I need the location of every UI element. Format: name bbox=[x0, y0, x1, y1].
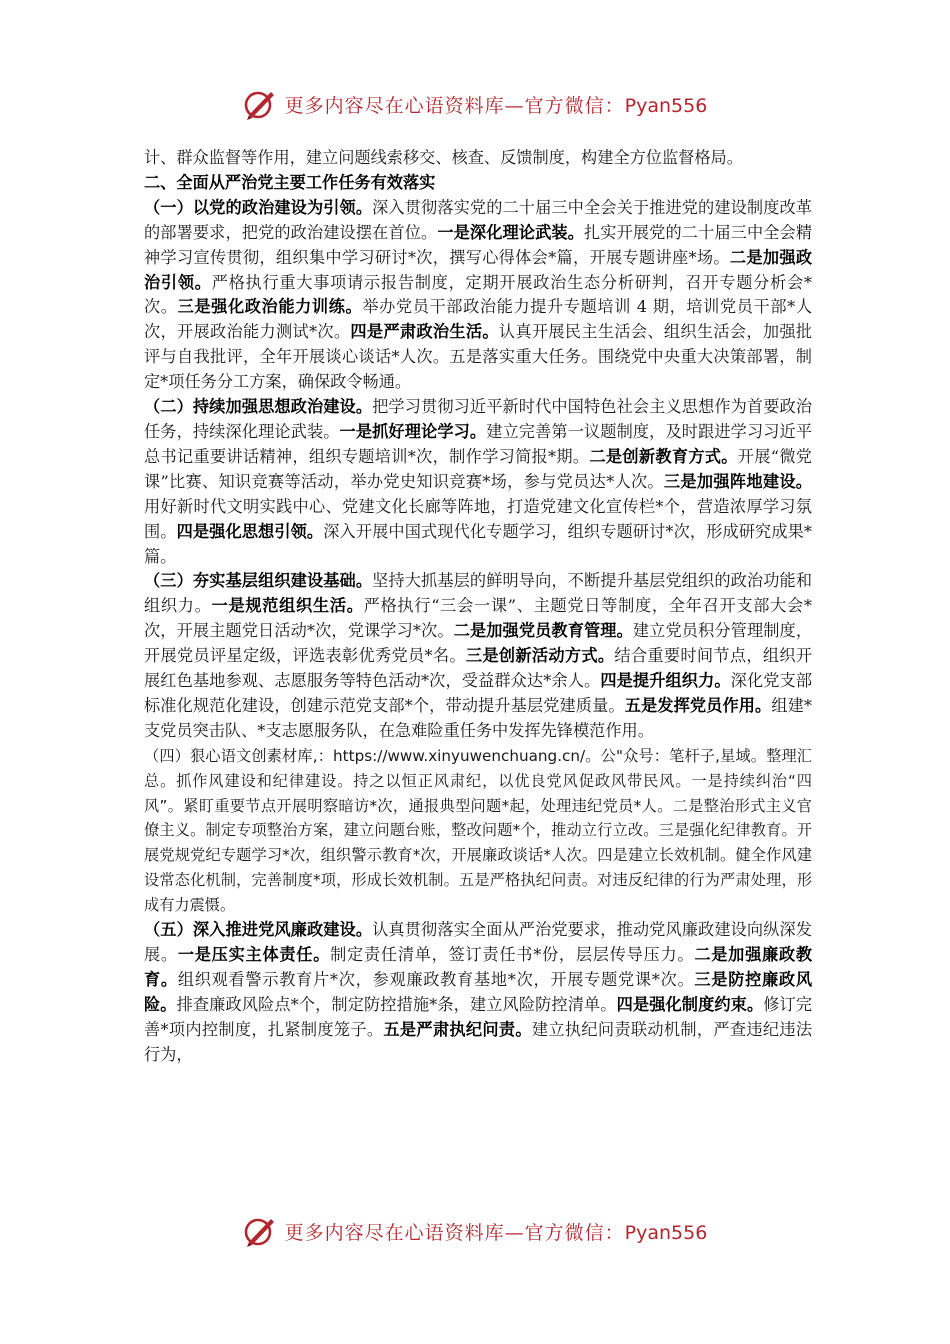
text-run: 扎实开展党的二十届三中全会精神学习宣传贯彻，组织集中学习研讨*次，撰写心得体会*篇，开展专题讲座*场。 bbox=[144, 222, 813, 267]
bold-run: 四是严肃政治生活。 bbox=[350, 322, 499, 342]
paragraph bbox=[144, 196, 812, 395]
banner-text: 更多内容尽在心语资料库—官方微信：Pyan556 bbox=[284, 94, 708, 117]
paragraph bbox=[144, 146, 812, 171]
text-run: 认真开展民主生活会、组织生活会，加强批评与自我批评，全年开展谈心谈话*人次。五是落实重大任务。围绕党中央重大决策部署，制定*项任务分工方案，确保政令畅通。 bbox=[144, 322, 813, 392]
document-body bbox=[144, 146, 812, 1068]
bold-run: （一）以党的政治建设为引领。 bbox=[144, 197, 373, 217]
text-run: 计、群众监督等作用，建立问题线索移交、核查、反馈制度，构建全方位监督格局。 bbox=[144, 148, 743, 167]
watermark-banner-bottom bbox=[0, 1211, 950, 1251]
bold-run: （三）夯实基层组织建设基础。 bbox=[144, 571, 373, 591]
text-run: 深入开展中国式现代化专题学习，组织专题研讨*次，形成研究成果*篇。 bbox=[144, 521, 813, 566]
text-run: 深入贯彻落实党的二十届三中全会关于推进党的建设制度改革的部署要求，把党的政治建设摆在首位。 bbox=[144, 197, 813, 242]
bold-run: 四是强化思想引领。 bbox=[176, 521, 324, 541]
watermark-banner-top bbox=[0, 84, 950, 124]
text-run: 排查廉政风险点*个，制定防控措施*条，建立风险防控清单。 bbox=[176, 994, 617, 1014]
text-run: 组建*支党员突击队、*支志愿服务队，在急难险重任务中发挥先锋模范作用。 bbox=[144, 695, 813, 740]
banner-text: 更多内容尽在心语资料库—官方微信：Pyan556 bbox=[284, 1221, 708, 1244]
text-run: 严格执行“三会一课”、主题党日等制度，全年召开支部大会*次，开展主题党日活动*次，党课学习*次。 bbox=[144, 596, 813, 641]
text-run: 开展“微党课”比赛、知识竞赛等活动，举办党史知识竞赛*场，参与党员达*人次。 bbox=[144, 446, 812, 491]
paragraph bbox=[144, 918, 812, 1067]
bold-run: （二）持续加强思想政治建设。 bbox=[144, 397, 373, 417]
pen-logo-icon bbox=[243, 87, 277, 121]
text-run: 举办党员干部政治能力提升专题培训 4 期，培训党员干部*人次，开展政治能力测试*次。 bbox=[144, 297, 813, 342]
text-run: 结合重要时间节点，组织开展红色基地参观、志愿服务等特色活动*次，受益群众达*余人。 bbox=[144, 646, 813, 691]
text-run: 用好新时代文明实践中心、党建文化长廊等阵地，打造党建文化宣传栏*个，营造浓厚学习氛围。 bbox=[144, 496, 812, 541]
bold-run: 二是加强廉政教育。 bbox=[144, 945, 813, 989]
bold-run: （五）深入推进党风廉政建设。 bbox=[144, 920, 373, 940]
text-run: 制定责任清单，签订责任书*份，层层传导压力。 bbox=[330, 945, 695, 964]
paragraph bbox=[144, 744, 812, 918]
bold-run: 三是防控廉政风险。 bbox=[144, 969, 813, 1014]
text-run: （四）狠心语文创素材库,：https://www.xinyuwenchuang.cn/。公"众号：笔杆子,星域。整理汇总。抓作风建设和纪律建设。持之以恒正风肃纪，以优良党风促政风带民风。一是持续纠治“四风”。紧盯重要节点开展明察暗访*次，通报典型问题*起，处理违纪党员*人。二是整治形式主义官僚主义。制定专项整治方案，建立问题台账，整改问题*个，推动立行立改。三是强化纪律教育。开展党规党纪专题学习*次，组织警示教育*次，开展廉政谈话*人次。四是建立长效机制。健全作风建设常态化机制，完善制度*项，形成长效机制。五是严格执纪问责。对违反纪律的行为严肃处理，形成有力震慑。 bbox=[144, 746, 812, 915]
text-run: 把学习贯彻习近平新时代中国特色社会主义思想作为首要政治任务，持续深化理论武装。 bbox=[144, 397, 813, 441]
bold-run: 二、全面从严治党主要工作任务有效落实 bbox=[144, 172, 436, 192]
text-run: 深化党支部标准化规范化建设，创建示范党支部*个，带动提升基层党建质量。 bbox=[144, 671, 813, 715]
bold-run: 一是深化理论武装。 bbox=[437, 222, 584, 242]
bold-run: 一是抓好理论学习。 bbox=[339, 421, 487, 441]
bold-run: 三是加强阵地建设。 bbox=[663, 471, 812, 491]
bold-run: 一是规范组织生活。 bbox=[211, 596, 364, 616]
bold-run: 二是加强党员教育管理。 bbox=[453, 621, 633, 641]
text-run: 认真贯彻落实全面从严治党要求，推动党风廉政建设向纵深发展。 bbox=[144, 920, 813, 964]
bold-run: 三是创新活动方式。 bbox=[465, 646, 615, 666]
wechat-id: Pyan556 bbox=[624, 94, 708, 117]
bold-run: 五是发挥党员作用。 bbox=[624, 695, 772, 715]
wechat-id: Pyan556 bbox=[624, 1221, 708, 1244]
paragraph bbox=[144, 171, 812, 196]
pen-logo-icon bbox=[243, 1214, 277, 1248]
bold-run: 四是强化制度约束。 bbox=[616, 994, 764, 1014]
text-run: 建立党员积分管理制度，开展党员评星定级，评选表彰优秀党员*名。 bbox=[144, 621, 813, 666]
bold-run: 一是压实主体责任。 bbox=[177, 945, 331, 964]
text-run: 建立完善第一议题制度，及时跟进学习习近平总书记重要讲话精神，组织专题培训*次，制作学习简报*期。 bbox=[144, 421, 813, 466]
bold-run: 五是严肃执纪问责。 bbox=[383, 1019, 532, 1039]
paragraph bbox=[144, 395, 812, 569]
bold-run: 二是加强政治引领。 bbox=[144, 247, 813, 292]
bold-run: 三是强化政治能力训练。 bbox=[177, 297, 363, 317]
text-run: 严格执行重大事项请示报告制度，定期开展政治生态分析研判，召开专题分析会*次。 bbox=[144, 272, 813, 317]
text-run: 建立执纪问责联动机制，严查违纪违法行为， bbox=[144, 1019, 813, 1064]
text-run: 修订完善*项内控制度，扎紧制度笼子。 bbox=[144, 994, 813, 1039]
bold-run: 二是创新教育方式。 bbox=[589, 446, 738, 466]
text-run: 组织观看警示教育片*次，参观廉政教育基地*次，开展专题党课*次。 bbox=[177, 969, 695, 989]
bold-run: 四是提升组织力。 bbox=[600, 671, 731, 691]
paragraph bbox=[144, 569, 812, 743]
text-run: 坚持大抓基层的鲜明导向，不断提升基层党组织的政治功能和组织力。 bbox=[144, 571, 813, 616]
